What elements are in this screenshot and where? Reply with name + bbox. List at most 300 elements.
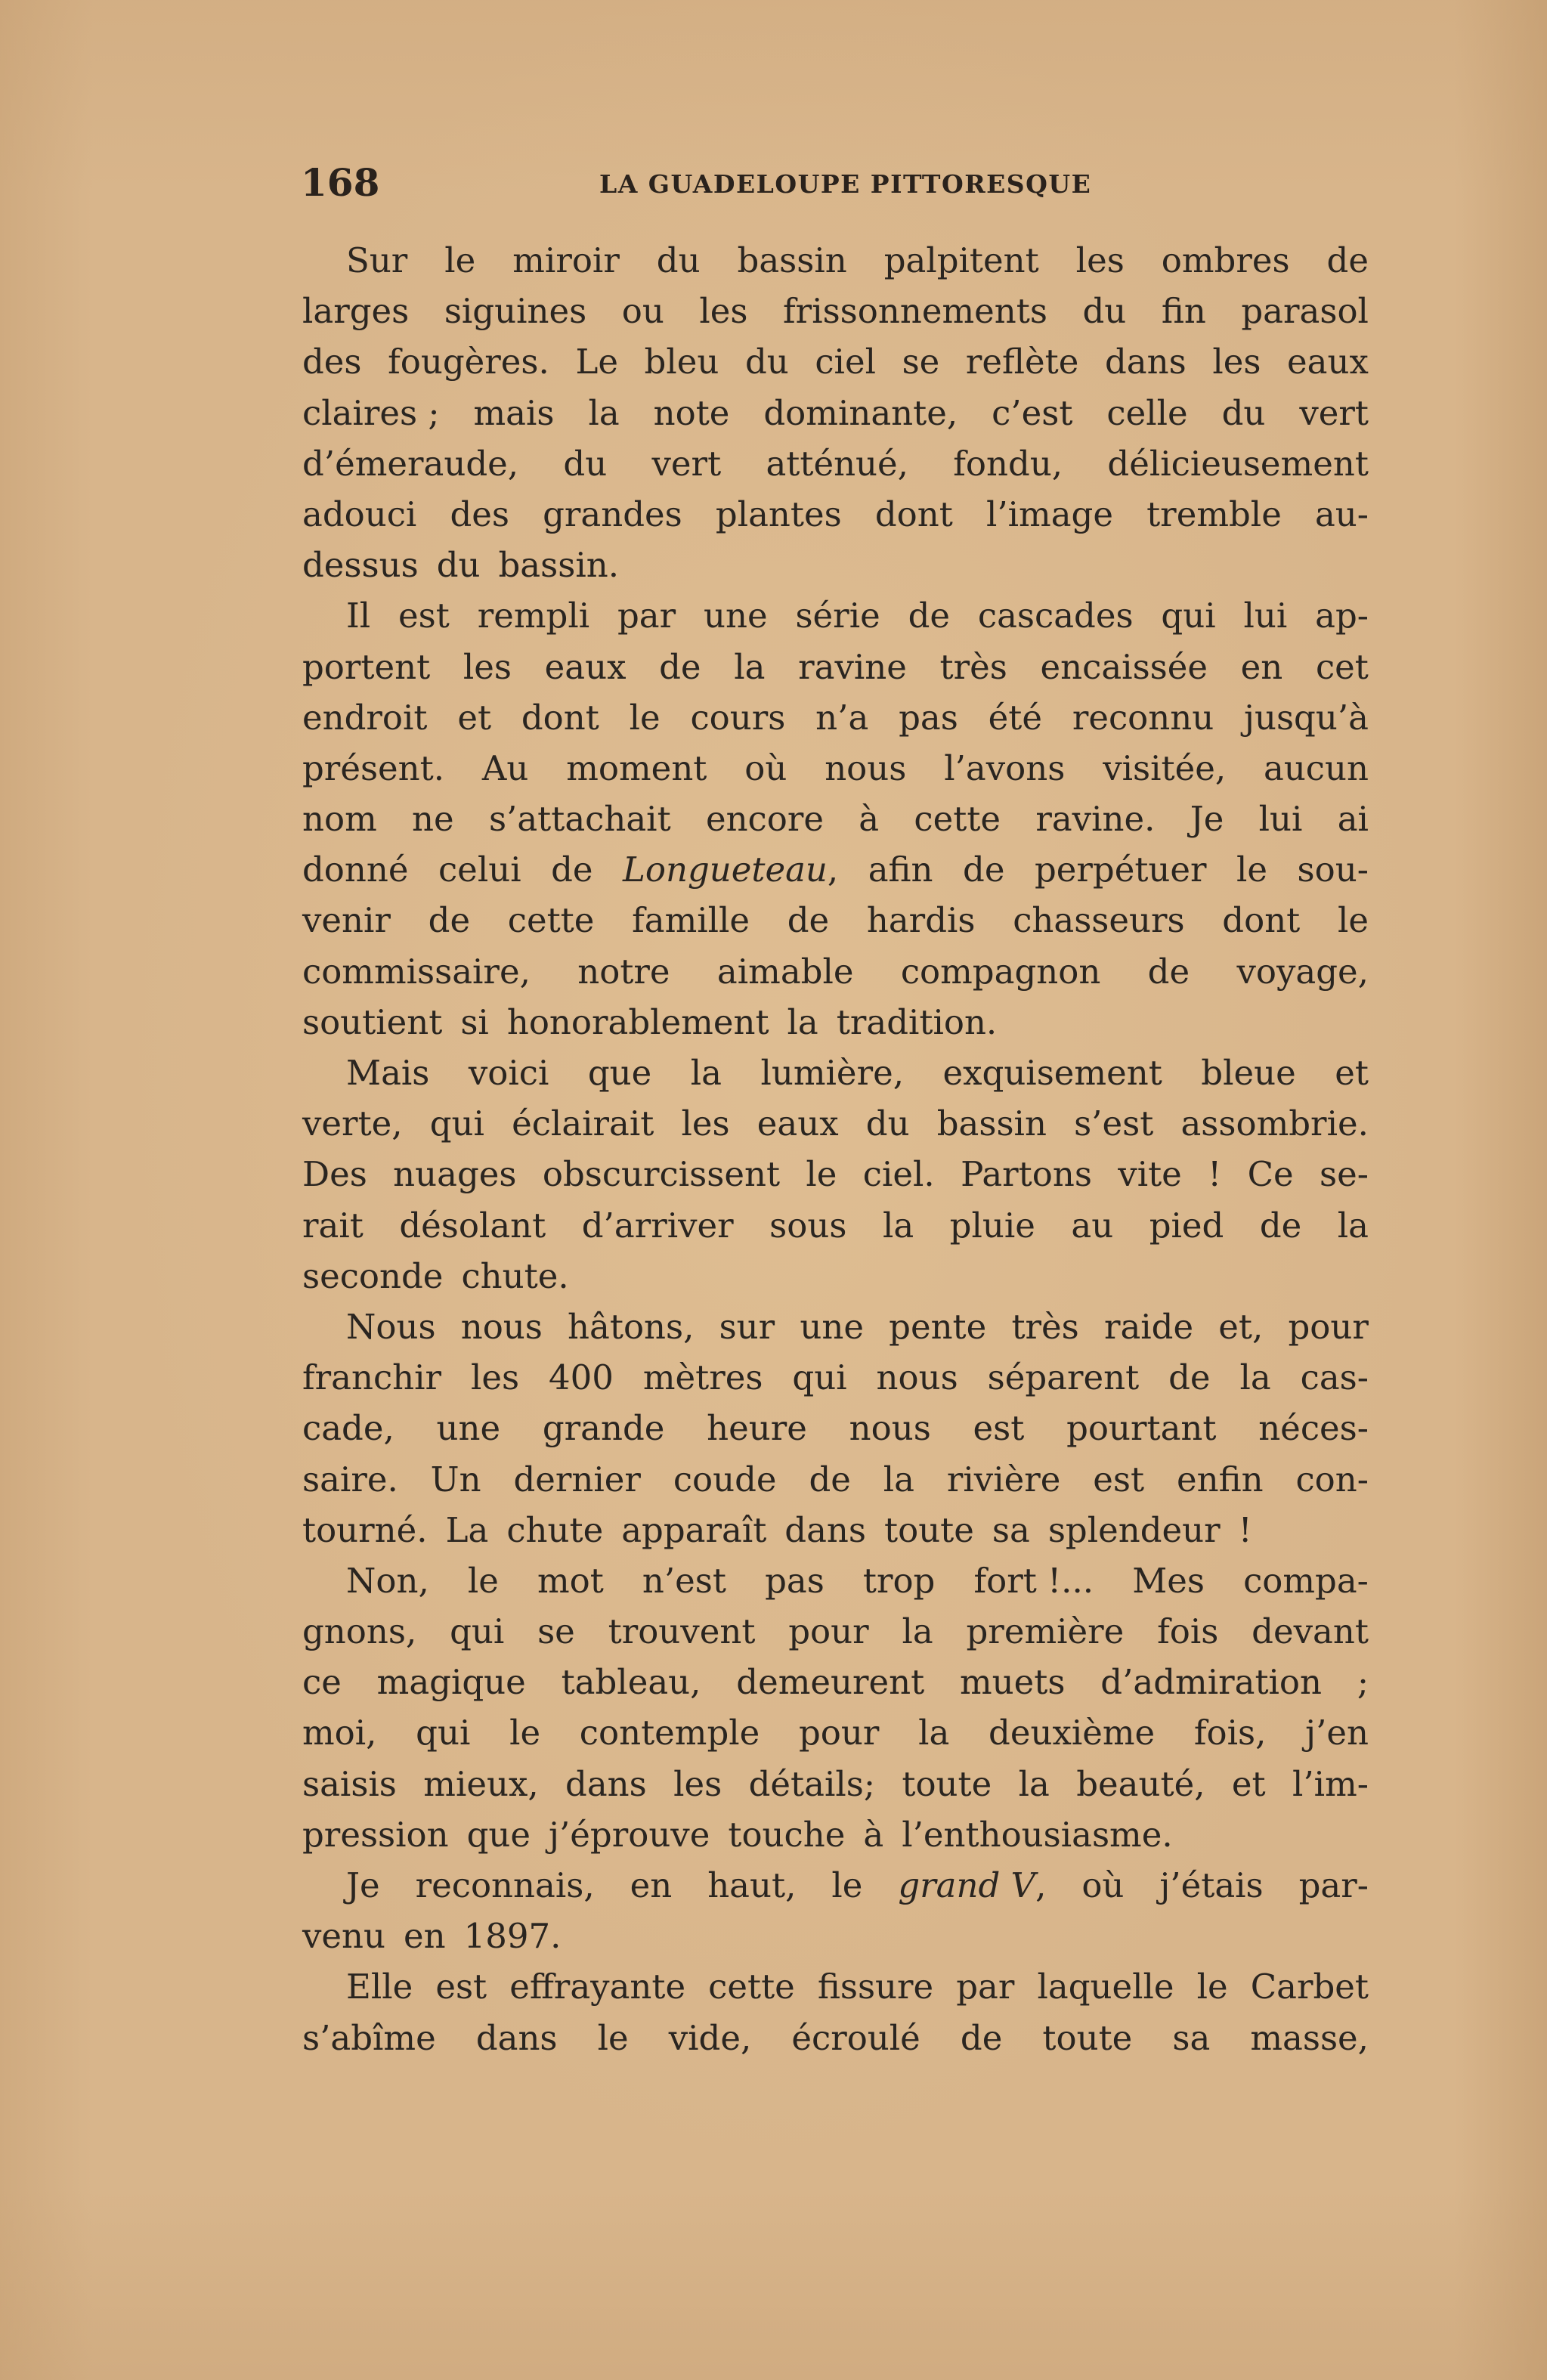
word: fin — [1161, 291, 1206, 332]
word: sous — [769, 1205, 847, 1246]
word: n’est — [642, 1560, 726, 1601]
word: la — [883, 1459, 914, 1499]
word: le — [831, 1865, 863, 1905]
word: qui — [1161, 596, 1216, 636]
word: de — [551, 850, 593, 890]
word: ai — [1337, 799, 1369, 840]
word: miroir — [512, 240, 620, 280]
word: par- — [1298, 1865, 1369, 1905]
word: le — [509, 1713, 541, 1753]
word: Des — [302, 1154, 367, 1195]
word: ravine — [798, 646, 907, 687]
word: chasseurs — [1013, 900, 1185, 941]
word: la — [1337, 1205, 1369, 1246]
text-line — [302, 1505, 1369, 1555]
word: de — [1259, 1205, 1302, 1246]
word: le — [806, 1154, 837, 1195]
word: les — [1212, 342, 1261, 382]
word: saire. — [302, 1459, 398, 1499]
text-line — [302, 540, 1369, 590]
word: Mais — [346, 1053, 430, 1093]
word: les — [1075, 240, 1125, 280]
word: hâtons, — [568, 1306, 695, 1347]
word: franchir — [302, 1357, 442, 1398]
word: Le — [575, 342, 618, 382]
word: rivière — [946, 1459, 1061, 1499]
word: présent. — [302, 747, 445, 788]
word: reflète — [965, 342, 1079, 382]
word: les — [681, 1103, 730, 1144]
word: au- — [1314, 494, 1369, 534]
word: dont — [521, 697, 599, 738]
word: été — [988, 697, 1043, 738]
word: endroit — [302, 697, 428, 738]
word: fondu, — [953, 443, 1063, 484]
text-line — [302, 946, 1369, 997]
word: le — [597, 2017, 629, 2058]
text-line — [302, 1809, 1369, 1860]
word: en — [1240, 646, 1283, 687]
word: Je — [1190, 799, 1224, 840]
word: lumière, — [760, 1053, 905, 1093]
word: Je — [346, 1865, 380, 1905]
word: perpétuer — [1034, 850, 1207, 890]
word: fois, — [1193, 1713, 1267, 1753]
word: cette — [914, 799, 1001, 840]
word: laquelle — [1037, 1967, 1174, 2007]
word: contemple — [579, 1713, 760, 1753]
text-line — [302, 794, 1369, 844]
word: heure — [707, 1408, 807, 1449]
word: pied — [1149, 1205, 1224, 1246]
word: s’attachait — [488, 799, 671, 840]
text-line — [302, 1301, 1369, 1352]
text-line — [302, 844, 1369, 895]
word: celle — [1106, 392, 1188, 433]
word: tremble — [1146, 494, 1282, 534]
word: chute — [506, 1509, 604, 1550]
word: le — [444, 240, 476, 280]
word: très — [1011, 1306, 1079, 1347]
word: Ce — [1247, 1154, 1294, 1195]
word: par — [956, 1967, 1015, 2007]
word: celui — [438, 850, 521, 890]
word: exquisement — [942, 1053, 1162, 1093]
text-line — [302, 1251, 1369, 1301]
word: grande — [542, 1408, 665, 1449]
word: qui — [792, 1357, 847, 1398]
word: s’abîme — [302, 2017, 436, 2058]
word: Sur — [346, 240, 408, 280]
running-title: LA GUADELOUPE PITTORESQUE — [599, 169, 1092, 199]
word: du — [1082, 291, 1127, 332]
word: trop — [862, 1560, 936, 1601]
word: soutient — [302, 1001, 443, 1042]
text-line — [302, 1403, 1369, 1453]
word: cette — [507, 900, 595, 941]
word: sou- — [1297, 850, 1369, 890]
word: 400 — [549, 1357, 614, 1398]
word: est — [1093, 1459, 1145, 1499]
text-line — [302, 692, 1369, 743]
word: gnons, — [302, 1611, 417, 1652]
word: ! — [1208, 1154, 1222, 1195]
word: mais — [473, 392, 555, 433]
word: aucun — [1264, 747, 1369, 788]
text-line — [302, 438, 1369, 489]
word: pas — [899, 697, 958, 738]
word: n’a — [815, 697, 869, 738]
word: dernier — [513, 1459, 641, 1499]
word: dont — [874, 494, 953, 534]
word: cette — [708, 1967, 795, 2007]
word: demeurent — [736, 1662, 925, 1703]
word: ombres — [1161, 240, 1290, 280]
page-number: 168 — [301, 160, 380, 205]
word: notre — [577, 951, 670, 992]
word: cet — [1315, 646, 1369, 687]
word: le — [1337, 900, 1369, 941]
word: pour — [1288, 1306, 1369, 1347]
word: dans — [784, 1509, 867, 1550]
word: des — [450, 494, 509, 534]
text-line — [302, 336, 1369, 387]
word: se — [902, 342, 940, 382]
word: Partons — [961, 1154, 1092, 1195]
word: venir — [302, 900, 391, 941]
word: fois — [1157, 1611, 1219, 1652]
word: verte, — [302, 1103, 403, 1144]
word: pression — [302, 1814, 449, 1855]
word: compagnon — [900, 951, 1101, 992]
word: bassin — [737, 240, 847, 280]
word: pluie — [949, 1205, 1035, 1246]
word: assombrie. — [1180, 1103, 1369, 1144]
word: la — [588, 392, 620, 433]
word: de — [960, 2017, 1003, 2058]
word: voyage, — [1236, 951, 1369, 992]
word: Longueteau, — [623, 850, 839, 890]
word: Elle — [346, 1967, 413, 2007]
word: Il — [346, 596, 371, 636]
word: la — [690, 1053, 722, 1093]
word: de — [809, 1459, 851, 1499]
word: ciel. — [862, 1154, 935, 1195]
text-line — [302, 1098, 1369, 1149]
word: compa- — [1243, 1560, 1369, 1601]
word: rempli — [477, 596, 590, 636]
word: grandes — [543, 494, 682, 534]
word: du — [744, 342, 789, 382]
word: vide, — [668, 2017, 752, 2058]
word: deuxième — [989, 1713, 1156, 1753]
word: portent — [302, 646, 431, 687]
word: afin — [868, 850, 933, 890]
word: de — [963, 850, 1005, 890]
word: encaissée — [1040, 646, 1208, 687]
word: d’émeraude, — [302, 443, 519, 484]
word: saisis — [302, 1763, 397, 1804]
word: en — [404, 1916, 446, 1957]
word: fougères. — [388, 342, 549, 382]
word: dominante, — [763, 392, 958, 433]
word: s’est — [1074, 1103, 1154, 1144]
word: la — [882, 1205, 914, 1246]
text-line — [302, 1200, 1369, 1251]
word: voici — [468, 1053, 549, 1093]
word: et, — [1218, 1306, 1264, 1347]
word: les — [471, 1357, 520, 1398]
text-line — [302, 743, 1369, 794]
word: du — [436, 545, 481, 586]
text-line — [302, 1555, 1369, 1606]
word: la — [918, 1713, 950, 1753]
word: au — [1071, 1205, 1114, 1246]
word: la — [1239, 1357, 1271, 1398]
word: visitée, — [1103, 747, 1227, 788]
word: hardis — [866, 900, 976, 941]
word: vite — [1118, 1154, 1182, 1195]
word: du — [865, 1103, 910, 1144]
word: de — [1168, 1357, 1211, 1398]
text-line — [302, 997, 1369, 1048]
word: les — [699, 291, 748, 332]
word: cas- — [1300, 1357, 1369, 1398]
word: frissonnements — [783, 291, 1047, 332]
word: toute — [1042, 2017, 1133, 2058]
word: dont — [1222, 900, 1301, 941]
word: dans — [565, 1763, 647, 1804]
word: très — [939, 646, 1007, 687]
text-line — [302, 1707, 1369, 1758]
text-line — [302, 1961, 1369, 2012]
word: eaux — [544, 646, 627, 687]
word: qui — [450, 1611, 505, 1652]
word: ap- — [1315, 596, 1369, 636]
word: tourné. — [302, 1509, 428, 1550]
word: aimable — [716, 951, 854, 992]
word: sa — [992, 1509, 1030, 1550]
word: Au — [481, 747, 529, 788]
word: l’enthousiasme. — [902, 1814, 1173, 1855]
word: lui — [1258, 799, 1303, 840]
word: une — [703, 596, 768, 636]
word: masse, — [1250, 2017, 1369, 2058]
word: reconnu — [1072, 697, 1214, 738]
word: dessus — [302, 545, 419, 586]
word: honorablement — [506, 1001, 769, 1042]
word: le — [467, 1560, 499, 1601]
word: beauté, — [1076, 1763, 1205, 1804]
word: adouci — [302, 494, 417, 534]
word: de — [908, 596, 951, 636]
word: détails; — [748, 1763, 875, 1804]
word: des — [302, 342, 362, 382]
word: bassin — [936, 1103, 1047, 1144]
word: par — [617, 596, 676, 636]
word: sa — [1172, 2017, 1211, 2058]
text-line — [302, 1048, 1369, 1098]
word: série — [795, 596, 880, 636]
word: Carbet — [1250, 1967, 1369, 2007]
text-line — [302, 1759, 1369, 1809]
word: fort !... — [973, 1560, 1094, 1601]
word: pour — [788, 1611, 869, 1652]
word: note — [653, 392, 730, 433]
word: nuages — [393, 1154, 517, 1195]
word: que — [587, 1053, 652, 1093]
word: nous — [876, 1357, 958, 1398]
word: larges — [302, 291, 410, 332]
word: magique — [376, 1662, 526, 1703]
word: pas — [765, 1560, 825, 1601]
word: venu — [302, 1916, 386, 1957]
text-line — [302, 1454, 1369, 1505]
word: première — [966, 1611, 1125, 1652]
word: ravine. — [1035, 799, 1156, 840]
word: ! — [1238, 1509, 1252, 1550]
word: est — [973, 1408, 1025, 1449]
word: moment — [566, 747, 707, 788]
word: qui — [416, 1713, 471, 1753]
word: bleue — [1201, 1053, 1296, 1093]
word: obscurcissent — [542, 1154, 781, 1195]
word: claires ; — [302, 392, 440, 433]
word: l’im- — [1292, 1763, 1369, 1804]
word: et — [1231, 1763, 1266, 1804]
word: pour — [799, 1713, 880, 1753]
word: plantes — [715, 494, 842, 534]
word: mètres — [642, 1357, 763, 1398]
word: du — [656, 240, 701, 280]
word: où — [1081, 1865, 1125, 1905]
word: nom — [302, 799, 377, 840]
word: en — [630, 1865, 673, 1905]
word: pente — [889, 1306, 987, 1347]
word: mot — [537, 1560, 604, 1601]
word: famille — [632, 900, 750, 941]
word: nous — [460, 1306, 543, 1347]
word: lui — [1243, 596, 1288, 636]
word: 1897. — [463, 1916, 562, 1957]
word: ciel — [815, 342, 876, 382]
word: seconde — [302, 1255, 444, 1296]
word: où — [744, 747, 787, 788]
word: j’en — [1305, 1713, 1369, 1753]
word: écroulé — [791, 2017, 920, 2058]
word: cours — [690, 697, 786, 738]
word: cascades — [977, 596, 1134, 636]
word: séparent — [987, 1357, 1140, 1398]
word: le — [629, 697, 661, 738]
word: pourtant — [1066, 1408, 1217, 1449]
word: Mes — [1132, 1560, 1205, 1601]
word: le — [1196, 1967, 1228, 2007]
word: et — [1335, 1053, 1369, 1093]
text-line — [302, 590, 1369, 641]
word: l’avons — [944, 747, 1066, 788]
word: atténué, — [766, 443, 908, 484]
word: Un — [430, 1459, 481, 1499]
word: moi, — [302, 1713, 377, 1753]
word: tradition. — [836, 1001, 998, 1042]
word: rait — [302, 1205, 364, 1246]
word: effrayante — [509, 1967, 686, 2007]
text-line — [302, 388, 1369, 438]
text-line — [302, 235, 1369, 286]
word: enfin — [1176, 1459, 1264, 1499]
text-line — [302, 286, 1369, 336]
word: que — [466, 1814, 531, 1855]
word: raide — [1103, 1306, 1194, 1347]
word: les — [463, 646, 512, 687]
word: de — [1326, 240, 1369, 280]
word: nous — [825, 747, 907, 788]
word: j’étais — [1159, 1865, 1264, 1905]
word: et — [457, 697, 492, 738]
word: Nous — [346, 1306, 436, 1347]
word: bassin. — [498, 545, 619, 586]
word: de — [787, 900, 830, 941]
text-line — [302, 1657, 1369, 1707]
word: ce — [302, 1662, 342, 1703]
word: la — [787, 1001, 818, 1042]
word: jusqu’à — [1244, 697, 1369, 738]
word: siguines — [444, 291, 587, 332]
word: parasol — [1241, 291, 1369, 332]
word: eaux — [1287, 342, 1369, 382]
word: cade, — [302, 1408, 394, 1449]
word: grand V, — [898, 1865, 1047, 1905]
word: une — [800, 1306, 864, 1347]
word: tableau, — [561, 1662, 701, 1703]
word: commissaire, — [302, 951, 531, 992]
word: la — [1018, 1763, 1050, 1804]
word: de — [1147, 951, 1190, 992]
word: c’est — [992, 392, 1073, 433]
word: est — [398, 596, 450, 636]
word: si — [460, 1001, 489, 1042]
word: La — [445, 1509, 489, 1550]
word: vert — [651, 443, 722, 484]
word: une — [436, 1408, 501, 1449]
word: à — [859, 799, 880, 840]
word: du — [1221, 392, 1266, 433]
word: toute — [884, 1509, 974, 1550]
word: d’arriver — [581, 1205, 734, 1246]
word: haut, — [707, 1865, 797, 1905]
word: du — [563, 443, 608, 484]
word: splendeur — [1047, 1509, 1221, 1550]
word: encore — [705, 799, 824, 840]
word: de — [659, 646, 701, 687]
text-line — [302, 489, 1369, 540]
word: muets — [960, 1662, 1066, 1703]
word: nous — [849, 1408, 931, 1449]
word: palpitent — [883, 240, 1039, 280]
word: est — [435, 1967, 487, 2007]
text-line — [302, 895, 1369, 946]
word: ou — [621, 291, 664, 332]
word: apparaît — [621, 1509, 767, 1550]
word: la — [734, 646, 766, 687]
word: j’éprouve — [549, 1814, 710, 1855]
word: vert — [1299, 392, 1369, 433]
word: con- — [1295, 1459, 1369, 1499]
word: sur — [719, 1306, 775, 1347]
word: le — [1236, 850, 1268, 890]
running-head — [301, 160, 1366, 206]
